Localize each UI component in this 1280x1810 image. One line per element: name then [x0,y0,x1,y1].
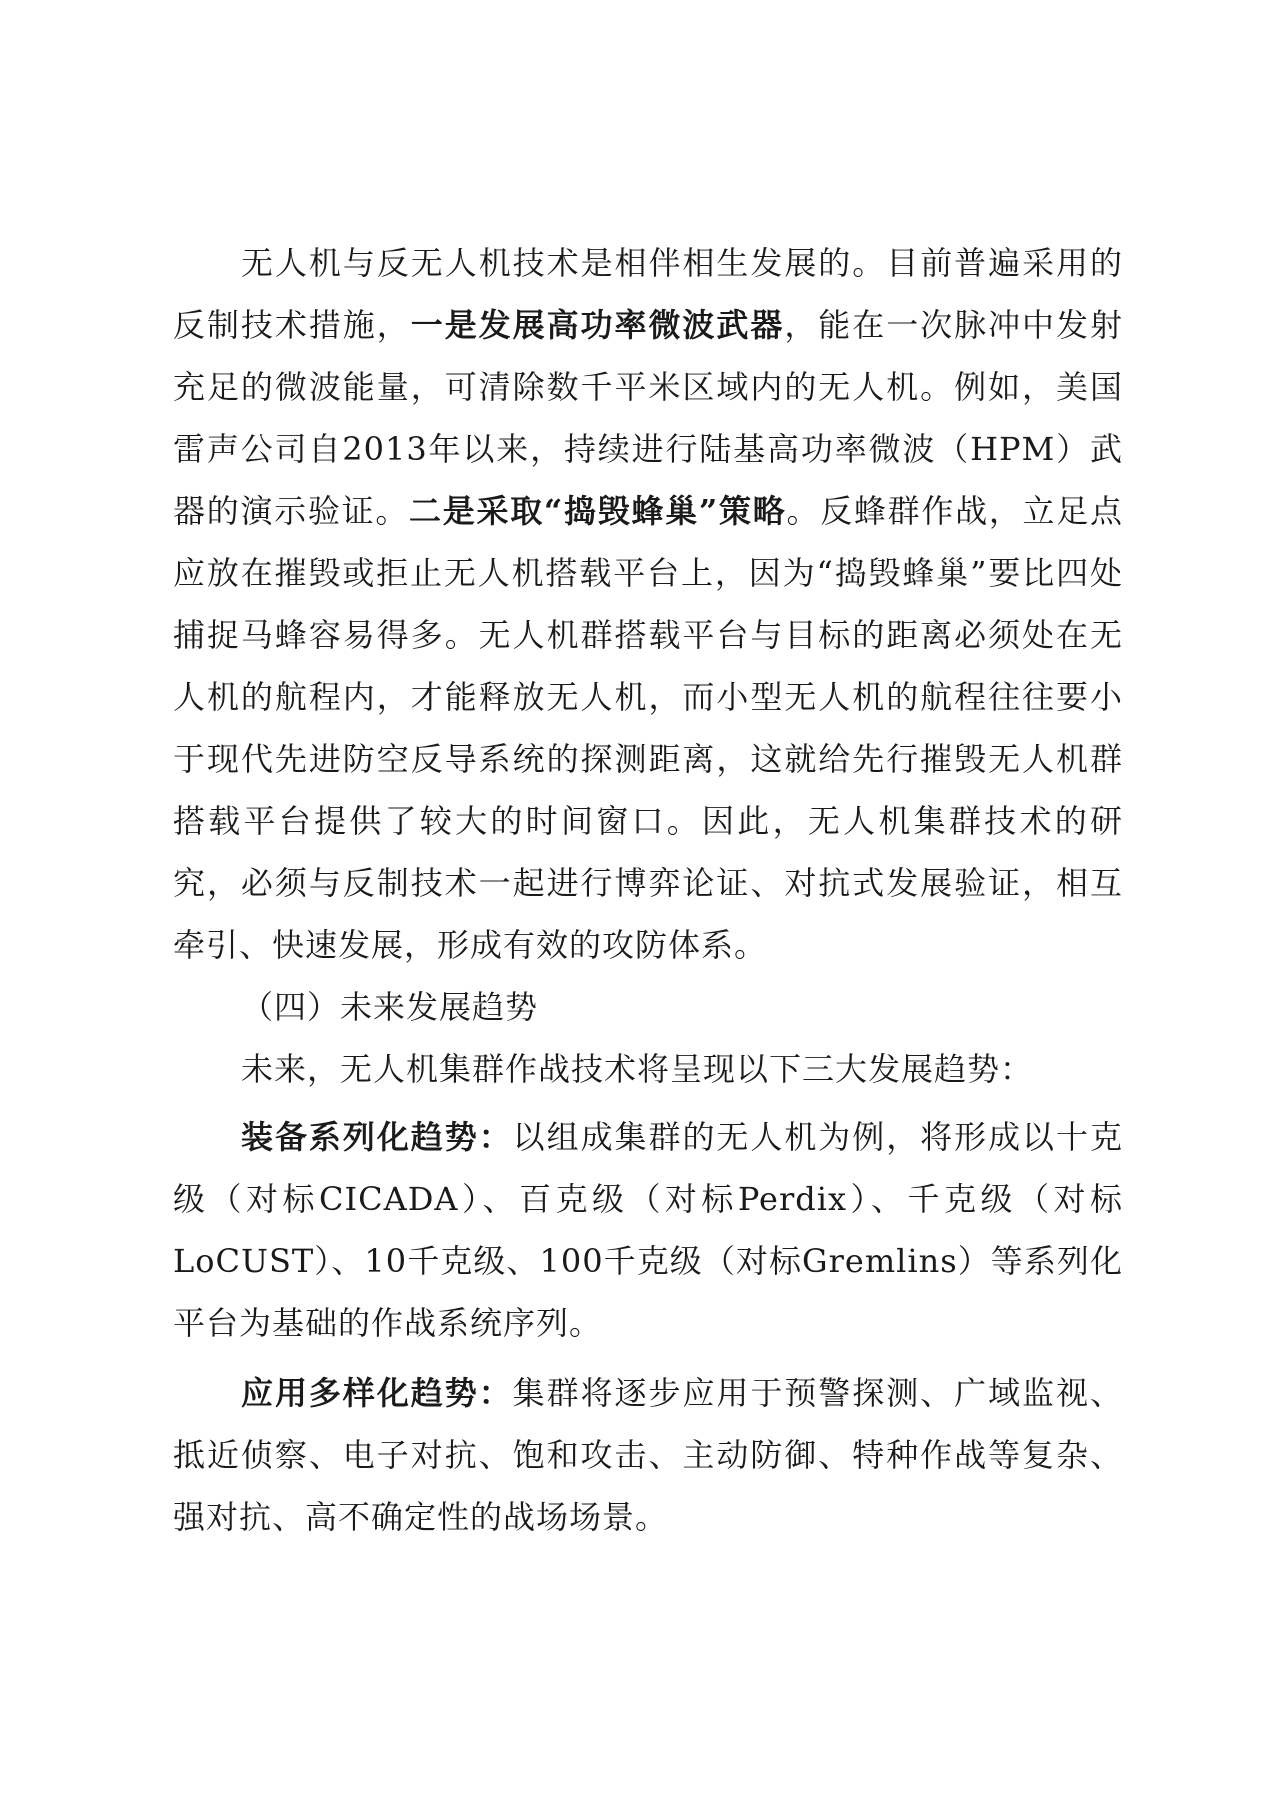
paragraph-equipment-trend [173,1106,1123,1354]
paragraph-application-trend [173,1362,1123,1548]
paragraph-text: 。反蜂群作战，立足点应放在摧毁或拒止无人机搭载平台上，因为“捣毁蜂巢”要比四处捕捉马蜂容易得多。无人机群搭载平台与目标的距离必须处在无人机的航程内，才能释放无人机，而小型无人机的航程往往要小于现代先进防空反导系统的探测距离，这就给先行摧毁无人机群搭载平台提供了较大的时间窗口。因此，无人机集群技术的研究，必须与反制技术一起进行博弈论证、对抗式发展验证，相互牵引、快速发展，形成有效的攻防体系。 [173,492,1123,964]
document-body [173,232,1123,1548]
paragraph-text: ，能在一次脉冲中发射充足的微波能量，可清除数千平米区域内的无人机。例如，美国雷声公司自2013年以来，持续进行陆基高功率微波（HPM）武器的演示验证。 [173,306,1123,530]
bold-phrase-application: 应用多样化趋势： [241,1374,513,1412]
paragraph-future-intro: 未来，无人机集群作战技术将呈现以下三大发展趋势： [241,1050,1034,1088]
bold-phrase-equipment: 装备系列化趋势： [241,1118,513,1156]
bold-phrase-microwave: 一是发展高功率微波武器 [410,306,785,344]
paragraph-counter-drone [173,232,1123,976]
paragraph-text: 无人机与反无人机技术是相伴相生发展的。目前普遍采用的反制技术措施， [173,244,1123,344]
paragraph-text: 以组成集群的无人机为例，将形成以十克级（对标CICADA）、百克级（对标Perdix）、千克级（对标LoCUST）、10千克级、100千克级（对标Gremlins）等系列化平台为基础的作战系统序列。 [173,1118,1123,1342]
section-heading: （四）未来发展趋势 [241,988,539,1026]
paragraph-text: 集群将逐步应用于预警探测、广域监视、抵近侦察、电子对抗、饱和攻击、主动防御、特种作战等复杂、强对抗、高不确定性的战场场景。 [173,1374,1123,1536]
bold-phrase-hive: 二是采取“捣毁蜂巢”策略 [409,492,787,530]
